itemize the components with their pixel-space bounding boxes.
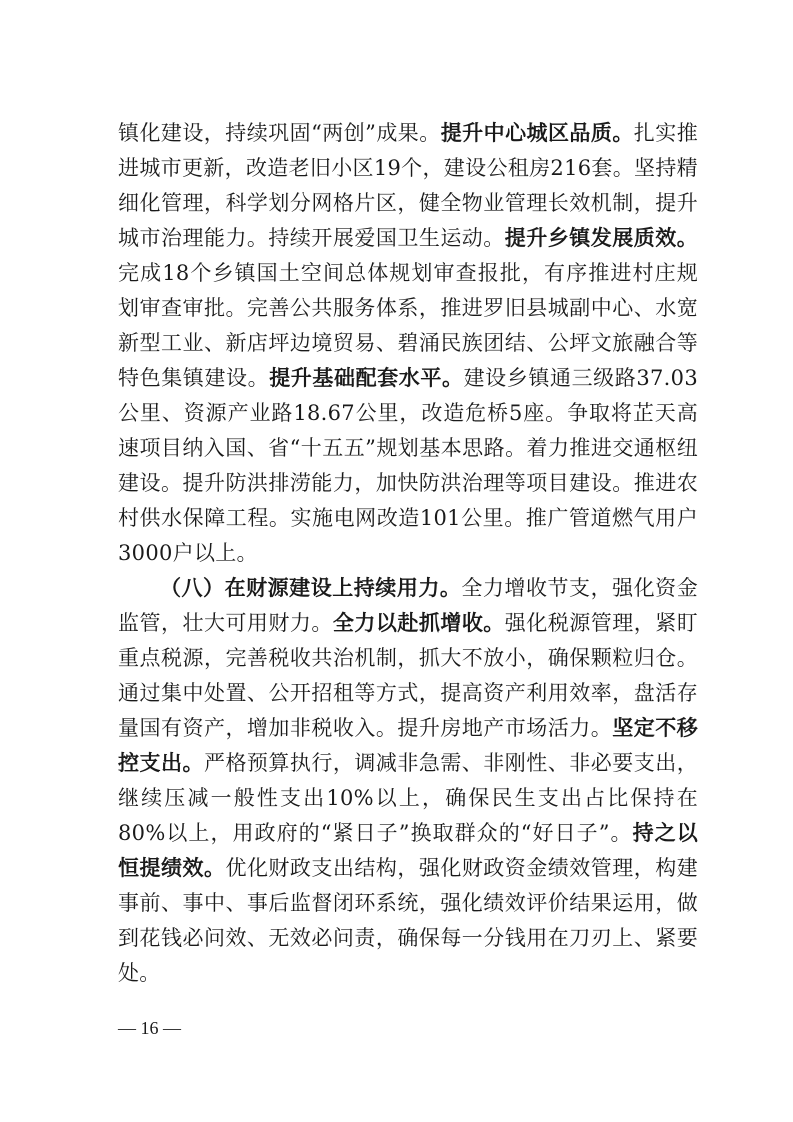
text-segment: 完成18个乡镇国土空间总体规划审查报批，有序推进村庄规划审查审批。完善公共服务体系，推进罗旧县城副中心、水宽新型工业、新店坪边境贸易、碧涌民族团结、公坪文旅融合等特色集镇建设。 xyxy=(118,261,698,390)
section-heading-eight: （八）在财源建设上持续用力。 xyxy=(160,576,462,600)
heading-increase-revenue: 全力以赴抓增收。 xyxy=(332,611,505,635)
text-segment: 建设乡镇通三级路37.03公里、资源产业路18.67公里，改造危桥5座。争取将芷天高速项目纳入国、省“十五五”规划基本思路。着力推进交通枢纽建设。提升防洪排涝能力，加快防洪治理等项目建设。推进农村供水保障工程。实施电网改造101公里。推广管道燃气用户3000户以上。 xyxy=(118,366,698,565)
text-segment: 全力增收节支，强化资金监管，壮大可用财力。 xyxy=(118,576,698,635)
heading-improve-performance: 持之以恒提绩效。 xyxy=(118,821,698,880)
paragraph-1 xyxy=(118,116,698,571)
text-segment: 优化财政支出结构，强化财政资金绩效管理，构建事前、事中、事后监督闭环系统，强化绩效评价结果运用，做到花钱必问效、无效必问责，确保每一分钱用在刀刃上、紧要处。 xyxy=(118,856,699,985)
heading-enhance-urban-quality: 提升中心城区品质。 xyxy=(440,121,634,145)
heading-enhance-township-development: 提升乡镇发展质效。 xyxy=(504,226,699,250)
document-body xyxy=(118,116,698,991)
paragraph-2 xyxy=(118,571,698,991)
text-segment: 强化税源管理，紧盯重点税源，完善税收共治机制，抓大不放小，确保颗粒归仓。通过集中处置、公开招租等方式，提高资产利用效率，盘活存量国有资产，增加非税收入。提升房地产市场活力。 xyxy=(118,611,699,740)
heading-control-spending: 坚定不移控支出。 xyxy=(118,716,698,775)
text-segment: 严格预算执行，调减非急需、非刚性、非必要支出，继续压减一般性支出10%以上，确保民生支出占比保持在80%以上，用政府的“紧日子”换取群众的“好日子”。 xyxy=(118,751,698,845)
page-number: — 16 — xyxy=(118,1018,181,1038)
text-segment: 镇化建设，持续巩固“两创”成果。 xyxy=(118,121,441,145)
heading-enhance-infrastructure: 提升基础配套水平。 xyxy=(269,366,464,390)
text-segment: 扎实推进城市更新，改造老旧小区19个，建设公租房216套。坚持精细化管理，科学划分网格片区，健全物业管理长效机制，提升城市治理能力。持续开展爱国卫生运动。 xyxy=(118,121,699,250)
